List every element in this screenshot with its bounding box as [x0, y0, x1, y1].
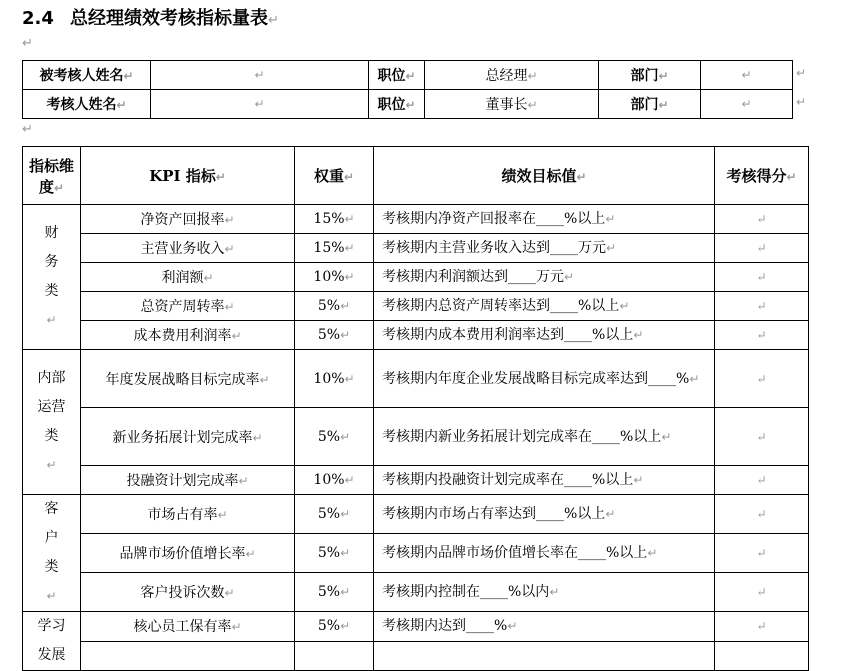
kpi-goal: 考核期内总资产周转率达到____%以上↵: [374, 292, 715, 321]
kpi-name: 年度发展战略目标完成率↵: [81, 350, 295, 408]
kpi-weight: [295, 641, 374, 671]
kpi-weight: 5%↵: [295, 321, 374, 350]
kpi-goal: 考核期内利润额达到____万元↵: [374, 263, 715, 292]
kpi-row: [23, 534, 809, 573]
kpi-name: 核心员工保有率↵: [81, 612, 295, 642]
paragraph-mark-icon: ↵: [22, 36, 33, 51]
kpi-row: [23, 408, 809, 466]
kpi-name: 利润额↵: [81, 263, 295, 292]
kpi-name: 净资产回报率↵: [81, 205, 295, 234]
kpi-name: 新业务拓展计划完成率↵: [81, 408, 295, 466]
kpi-score-field[interactable]: ↵: [715, 205, 809, 234]
kpi-score-field[interactable]: ↵: [715, 573, 809, 612]
assessor-department-field[interactable]: ↵: [701, 90, 793, 119]
kpi-name: 客户投诉次数↵: [81, 573, 295, 612]
kpi-table: [22, 146, 809, 671]
kpi-weight: 5%↵: [295, 612, 374, 642]
paragraph-mark-icon: ↵: [268, 13, 279, 28]
kpi-weight: 10%↵: [295, 350, 374, 408]
dimension-learning: 学习 发展: [23, 612, 81, 671]
section-number: 2.4: [22, 8, 54, 29]
kpi-name: 主营业务收入↵: [81, 234, 295, 263]
kpi-goal: 考核期内控制在____%以内↵: [374, 573, 715, 612]
header-kpi: KPI 指标↵: [81, 147, 295, 205]
kpi-goal: 考核期内年度企业发展战略目标完成率达到____%↵: [374, 350, 715, 408]
kpi-score-field[interactable]: ↵: [715, 263, 809, 292]
kpi-name: 总资产周转率↵: [81, 292, 295, 321]
kpi-score-field[interactable]: ↵: [715, 466, 809, 495]
kpi-score-field[interactable]: [715, 641, 809, 671]
kpi-row: [23, 205, 809, 234]
kpi-name: [81, 641, 295, 671]
header-weight: 权重↵: [295, 147, 374, 205]
header-score: 考核得分↵: [715, 147, 809, 205]
kpi-goal: 考核期内主营业务收入达到____万元↵: [374, 234, 715, 263]
assessee-position-value: 总经理↵: [425, 61, 599, 90]
position-label: 职位↵: [369, 61, 425, 90]
header-goal: 绩效目标值↵: [374, 147, 715, 205]
kpi-weight: 5%↵: [295, 408, 374, 466]
kpi-weight: 5%↵: [295, 573, 374, 612]
kpi-row: [23, 573, 809, 612]
kpi-row: [23, 292, 809, 321]
kpi-score-field[interactable]: ↵: [715, 534, 809, 573]
kpi-goal: 考核期内达到____%↵: [374, 612, 715, 642]
kpi-row: [23, 350, 809, 408]
section-title: 总经理绩效考核指标量表: [70, 8, 268, 29]
department-label: 部门↵: [599, 90, 701, 119]
kpi-score-field[interactable]: ↵: [715, 350, 809, 408]
dimension-operations: 内部 运营 类 ↵: [23, 350, 81, 495]
kpi-weight: 15%↵: [295, 234, 374, 263]
kpi-weight: 10%↵: [295, 466, 374, 495]
kpi-score-field[interactable]: ↵: [715, 612, 809, 642]
kpi-weight: 5%↵: [295, 292, 374, 321]
kpi-weight: 15%↵: [295, 205, 374, 234]
department-label: 部门↵: [599, 61, 701, 90]
info-row-assessor: [23, 90, 793, 119]
info-table: [22, 60, 793, 119]
kpi-score-field[interactable]: ↵: [715, 292, 809, 321]
kpi-goal: 考核期内新业务拓展计划完成率在____%以上↵: [374, 408, 715, 466]
kpi-row: [23, 321, 809, 350]
assessee-department-field[interactable]: ↵: [701, 61, 793, 90]
assessee-name-label: 被考核人姓名↵: [23, 61, 151, 90]
row-end-mark-icon: ↵: [796, 95, 807, 109]
kpi-goal: 考核期内品牌市场价值增长率在____%以上↵: [374, 534, 715, 573]
kpi-goal: 考核期内净资产回报率在____%以上↵: [374, 205, 715, 234]
kpi-weight: 5%↵: [295, 534, 374, 573]
kpi-row: [23, 612, 809, 642]
kpi-name: 市场占有率↵: [81, 495, 295, 534]
kpi-row: [23, 263, 809, 292]
kpi-name: 品牌市场价值增长率↵: [81, 534, 295, 573]
kpi-weight: 5%↵: [295, 495, 374, 534]
kpi-goal: 考核期内投融资计划完成率在____%以上↵: [374, 466, 715, 495]
assessor-name-field[interactable]: ↵: [151, 90, 369, 119]
kpi-row: [23, 466, 809, 495]
assessee-name-field[interactable]: ↵: [151, 61, 369, 90]
kpi-header-row: [23, 147, 809, 205]
kpi-row: [23, 234, 809, 263]
info-row-assessee: [23, 61, 793, 90]
assessor-name-label: 考核人姓名↵: [23, 90, 151, 119]
dimension-customer: 客 户 类 ↵: [23, 495, 81, 612]
section-heading: [22, 4, 279, 30]
dimension-finance: 财 务 类 ↵: [23, 205, 81, 350]
kpi-name: 成本费用利润率↵: [81, 321, 295, 350]
kpi-row: [23, 495, 809, 534]
row-end-mark-icon: ↵: [796, 66, 807, 80]
position-label: 职位↵: [369, 90, 425, 119]
kpi-score-field[interactable]: ↵: [715, 408, 809, 466]
kpi-row: [23, 641, 809, 671]
kpi-weight: 10%↵: [295, 263, 374, 292]
kpi-score-field[interactable]: ↵: [715, 234, 809, 263]
kpi-name: 投融资计划完成率↵: [81, 466, 295, 495]
kpi-score-field[interactable]: ↵: [715, 321, 809, 350]
kpi-goal: [374, 641, 715, 671]
kpi-score-field[interactable]: ↵: [715, 495, 809, 534]
kpi-goal: 考核期内成本费用利润率达到____%以上↵: [374, 321, 715, 350]
assessor-position-value: 董事长↵: [425, 90, 599, 119]
header-dimension: 指标维度↵: [23, 147, 81, 205]
paragraph-mark-icon: ↵: [22, 122, 33, 137]
kpi-goal: 考核期内市场占有率达到____%以上↵: [374, 495, 715, 534]
